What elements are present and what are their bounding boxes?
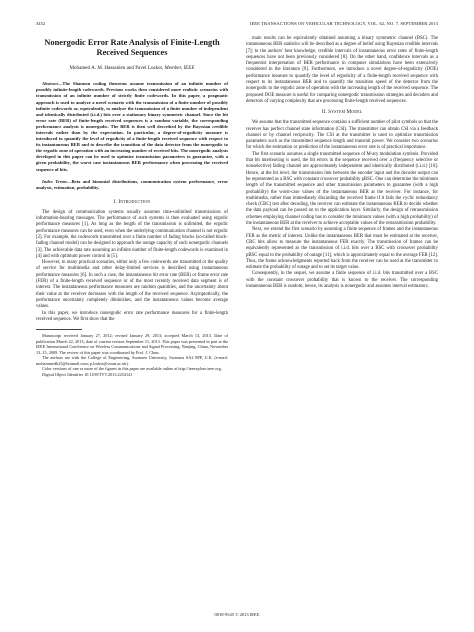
running-header [36,19,438,28]
model-paragraph-4: Consequently, in the sequel, we assume a finite sequence of i.i.d. bits transmitted over a BSC with the constant crossover probability that is known to the receiver. The corresponding instantaneous BER is random; hence, its analysis is nonergodic and assumes interval estimators. [246,271,438,289]
index-terms-text: —Beta and binomial distributions, communication system performance, error analysis, estimation, probability. [36,178,228,190]
footnotes [36,333,228,377]
footnote-doi: Digital Object Identifier 10.1109/TVT.2013.2254141 [42,371,133,377]
copyright-footer: 0018-9545 © 2013 IEEE [214,612,260,617]
page-number: 3452 [36,21,46,26]
index-terms [36,179,228,191]
abstract-text: —The Shannon coding theorems assume transmission of an infinite number of possibly infinite-length codewords. Previous works then considered more realistic scenarios with transmission of an infinite number of strictly finite codewords. In this paper, a pragmatic approach is used to analyze a novel scenario with the transmission of a finite number of possibly infinite codewords or, equivalently, to analyze the transmission of a finite number of independent and identically distributed (i.i.d.) bits over a stationary binary symmetric channel. Since the bit error rate (BER) of finite-length received sequences is a random variable, the corresponding performance analysis is nonergodic. The BER is then well described by the Bayesian credible intervals rather than by the expectation. In particular, a degree-of-ergodicity measure is introduced to quantify the level of ergodicity of a finite-length received sequence with respect to its instantaneous BER and to describe the transition of the data detector from the nonergodic to the ergodic zone of operation with an increasing number of received bits. The nonergodic analysis developed in this paper can be used to optimize transmission parameters to guarantee, with a given probability, the worst case instantaneous BER performance when processing the received sequence of bits. [36,81,228,172]
author-names: Mohamed A. M. Hassanien and Pavel Loskot, [69,64,164,71]
left-column [36,36,228,378]
abstract [36,81,228,172]
footnote-affiliation: The authors are with the College of Engineering, Swansea University, Swansea SA2 8PP, U.K. (e-mail: mohammedh25@hotmail.com; p.loskot@swan.ac.uk). [36,355,228,366]
abstract-label: Abstract [42,81,58,87]
right-column [246,36,438,290]
right-paragraph-1: main results can be equivalently obtained assuming a binary symmetric channel (BSC). The instantaneous BER statistics will be described as a degree of belief using Bayesian credible intervals [7]; to the authors' best knowledge, credible intervals of instantaneous error rates of finite-length sequences have not been previously considered [8]. On the other hand, confidence intervals as a frequentist interpretation of BER performance in computer simulations have been extensively considered in the literature [9]. Furthermore, we introduce a novel degree-of-ergodicity (DOE) performance measure to quantify the level of ergodicity of a finite-length received sequence with respect to its instantaneous BER and to quantify the transition speed of the detector from the nonergodic to the ergodic zone of operation with the increasing length of the received sequence. The proposed DOE measure is useful for comparing nonergodic transmission strategies and decoders and detectors of varying complexity that are processing finite-length received sequences. [246,36,438,104]
author-line [36,65,228,71]
model-paragraph-3: Next, we extend the first scenario by assuming a finite sequence of frames and the instantaneous FER as the metric of interest. Unlike the instantaneous BER that must be estimated at the receiver, CRC bits allow to measure the instantaneous FER exactly. The transmission of frames can be equivalently represented as the transmission of i.i.d. bits over a BSC with crossover probability pBSC equal to the probability of outage [11], which is approximately equal to the average FER [12]. Thus, the frame acknowledgments reported back from the receiver can be used at the transmitter to estimate the probability of outage and to set its target value. [246,227,438,271]
footnote-color-versions: Color versions of one or more of the figures in this paper are available online at http://ieeexplore.ieee.org. [42,366,222,372]
paper-title: Nonergodic Error Rate Analysis of Finite-Length Received Sequences [44,38,220,58]
index-terms-label: Index Terms [42,178,67,184]
running-title: IEEE TRANSACTIONS ON VEHICULAR TECHNOLOGY, VOL. 62, NO. 7, SEPTEMBER 2013 [249,21,438,26]
model-paragraph-1: We assume that the transmitted sequence contains a sufficient number of pilot symbols so that the receiver has perfect channel state information (CSI). The transmitter can obtain CSI via a feedback channel or by channel reciprocity. The CSI at the transmitter is used to optimize transmission parameters such as the transmitted sequence length and transmit power. We consider two scenarios for which the estimation or prediction of the instantaneous error rate is of practical importance. [246,120,438,151]
footnote-divider [36,329,82,330]
intro-paragraph-3: In this paper, we introduce nonergodic error rate performance measures for a finite-length received sequence. We first show that the [36,310,228,322]
intro-paragraph-2: However, in many practical scenarios, either only a few codewords are transmitted or the quality of service for multimedia and other delay-limited services is described using instantaneous performance measures [6]. In such a case, the instantaneous bit error rate (BER) or frame error rate (FER) of a finite-length received sequence or of the most recently received data segment is of interest. The instantaneous performance measures are random quantities, and the uncertainty about their value at the receiver decreases with the length of the received sequence. Asymptotically, the performance uncertainty completely diminishes, and the instantaneous values become average values. [36,260,228,310]
intro-paragraph-1: The design of communication systems usually assumes time-unlimited transmissions of information-bearing messages. The performance of such systems is then evaluated using ergodic performance measures [1]. As long as the length of the transmission is unlimited, the ergodic performance measures can be used, even when the underlying communication channel is not ergodic [2]. For example, the codewords transmitted over a finite number of fading blocks (so-called block-fading channel model) can be designed to approach the outage capacity of such nonergodic channels [3]. The achievable data rate assuming an infinite number of finite-length codewords is examined in [4] and with optimum power control in [5]. [36,209,228,259]
author-membership: Member, IEEE [164,64,195,71]
footnote-manuscript: Manuscript received January 27, 2012; revised January 29, 2013; accepted March 13, 2013. Date of publication March 22, 2013; date of current version September 11, 2013. This paper was presented in part at the IEEE International Conference on Wireless Communications and Signal Processing, Nanjing, China, November 13–15, 2009. The review of this paper was coordinated by Prof. J. Chun. [36,333,228,355]
section-heading-system-model: II. System Model [321,109,363,116]
model-paragraph-2: The first scenario assumes a single transmitted sequence of M-ary modulation symbols. Provided that bit interleaving is used, the bit errors in the sequence received over a (frequency selective or nonselective) fading channel are approximately independent and identically distributed (i.i.d.) [10]. Hence, at the bit level, the transmission link between the encoder input and the decoder output can be represented as a BSC with constant crossover probability pBSC. One can determine the minimum length of the transmitted sequence and other transmission parameters to guarantee (with a high probability) the worst-case values of the instantaneous BER at the receiver. For instance, for multimedia, rather than immediately discarding the received frame if it fails the cyclic redundancy check (CRC) test after decoding, the receiver can estimate the instantaneous BER to decide whether the data payload can be passed on to the application layer. Similarly, the design of retransmission schemes employing channel coding has to consider the minimum values (with a high probability) of the instantaneous BER at the receiver to achieve acceptable values of the retransmission probability. [246,151,438,227]
section-heading-introduction: I. Introduction [113,198,151,205]
